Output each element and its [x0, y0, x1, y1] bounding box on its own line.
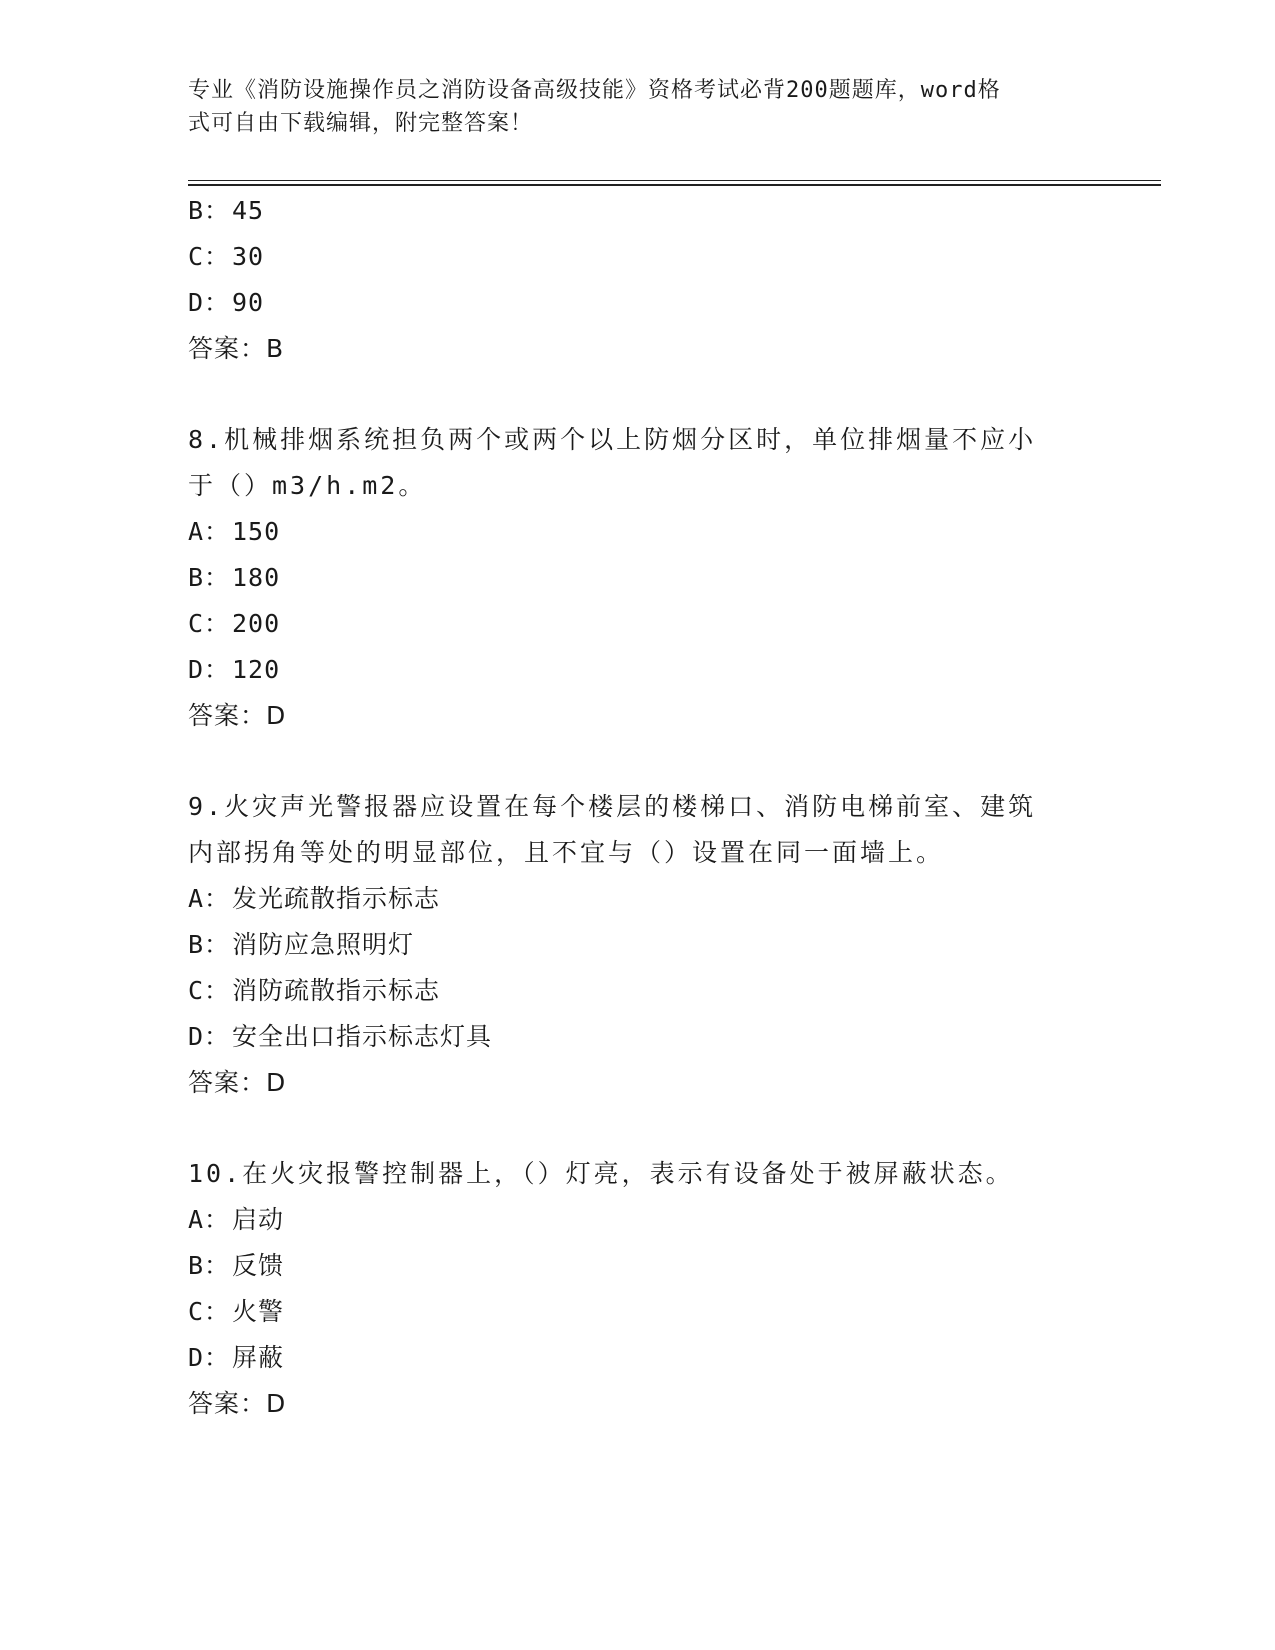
option-c	[188, 968, 1088, 1014]
header-divider-thin	[188, 180, 1161, 181]
question-line-2: 内部拐角等处的明显部位，且不宜与（）设置在同一面墙上。	[188, 838, 945, 867]
option-d	[188, 647, 1088, 693]
document-header	[188, 74, 1088, 140]
option-letter: C：	[188, 976, 231, 1005]
option-c	[188, 234, 1088, 280]
option-letter: D：	[188, 1022, 231, 1051]
option-d	[188, 280, 1088, 326]
option-letter: C：	[188, 609, 231, 638]
option-d	[188, 1014, 1088, 1060]
option-letter: B：	[188, 196, 231, 225]
question-8	[188, 417, 1088, 739]
option-text: 200	[232, 609, 281, 638]
question-9	[188, 784, 1088, 1106]
option-text: 30	[232, 242, 265, 271]
option-text: 150	[232, 517, 281, 546]
question-text	[188, 417, 1068, 509]
answer-line: 答案：D	[188, 701, 287, 730]
option-text: 火警	[232, 1297, 285, 1326]
option-text: 屏蔽	[232, 1343, 285, 1372]
option-b	[188, 1243, 1088, 1289]
option-a	[188, 1197, 1088, 1243]
answer-line: 答案：B	[188, 334, 285, 363]
option-letter: D：	[188, 288, 231, 317]
question-line-1: 8.机械排烟系统担负两个或两个以上防烟分区时，单位排烟量不应小	[188, 425, 1037, 454]
header-divider-thick	[188, 184, 1161, 186]
option-b	[188, 188, 1088, 234]
answer-line: 答案：D	[188, 1068, 287, 1097]
question-list	[188, 188, 1088, 1427]
question-line-1: 10.在火灾报警控制器上，（）灯亮，表示有设备处于被屏蔽状态。	[188, 1159, 1014, 1188]
option-letter: C：	[188, 1297, 231, 1326]
option-letter: B：	[188, 563, 231, 592]
option-text: 180	[232, 563, 281, 592]
option-text: 安全出口指示标志灯具	[232, 1022, 493, 1051]
option-letter: A：	[188, 517, 231, 546]
question-line-1: 9.火灾声光警报器应设置在每个楼层的楼梯口、消防电梯前室、建筑	[188, 792, 1037, 821]
option-letter: B：	[188, 930, 231, 959]
option-text: 120	[232, 655, 281, 684]
option-letter: B：	[188, 1251, 231, 1280]
answer-line: 答案：D	[188, 1389, 287, 1418]
header-line-1: 专业《消防设施操作员之消防设备高级技能》资格考试必背200题题库，word格	[188, 78, 1001, 103]
option-text: 消防疏散指示标志	[232, 976, 441, 1005]
option-b	[188, 922, 1088, 968]
header-line-2: 式可自由下载编辑，附完整答案！	[188, 111, 534, 136]
option-letter: D：	[188, 1343, 231, 1372]
question-text	[188, 1151, 1068, 1197]
option-text: 启动	[232, 1205, 285, 1234]
option-letter: C：	[188, 242, 231, 271]
option-text: 消防应急照明灯	[232, 930, 415, 959]
option-text: 45	[232, 196, 265, 225]
option-letter: A：	[188, 884, 231, 913]
option-text: 90	[232, 288, 265, 317]
question-line-2: 于（）m3/h.m2。	[188, 471, 427, 500]
option-a	[188, 876, 1088, 922]
question-7-continued	[188, 188, 1088, 372]
option-a	[188, 509, 1088, 555]
option-d	[188, 1335, 1088, 1381]
option-text: 发光疏散指示标志	[232, 884, 441, 913]
question-10	[188, 1151, 1088, 1427]
option-letter: D：	[188, 655, 231, 684]
option-text: 反馈	[232, 1251, 285, 1280]
option-c	[188, 601, 1088, 647]
option-c	[188, 1289, 1088, 1335]
question-text	[188, 784, 1068, 876]
option-b	[188, 555, 1088, 601]
option-letter: A：	[188, 1205, 231, 1234]
